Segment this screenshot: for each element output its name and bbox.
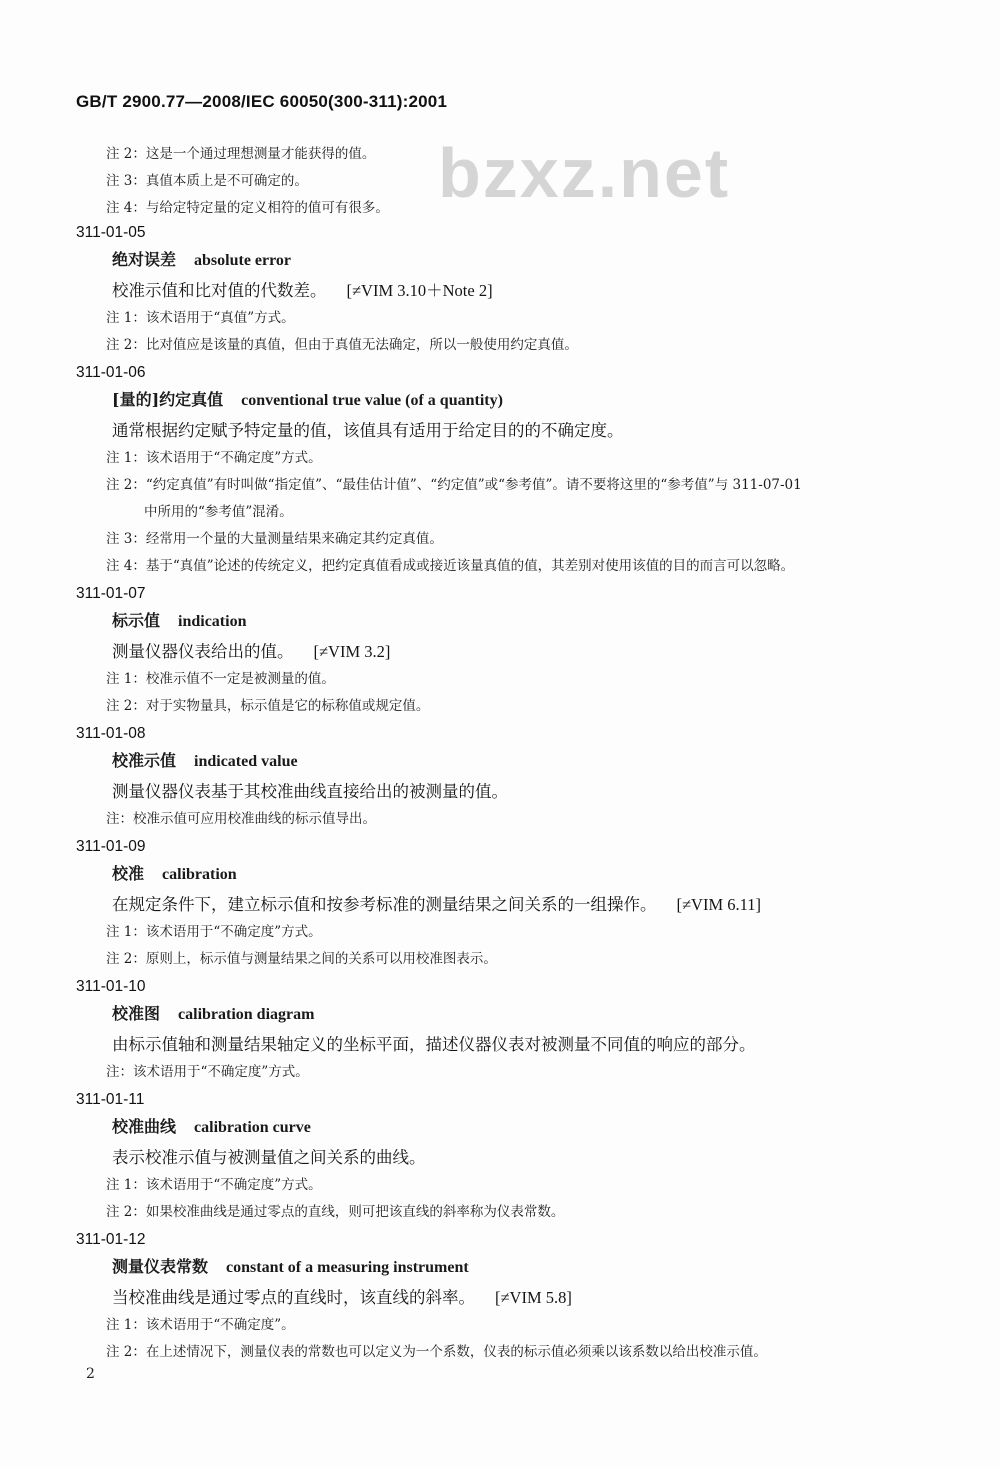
term-heading: [112, 611, 936, 632]
note-text: 注 2：在上述情况下，测量仪表的常数也可以定义为一个系数，仪表的标示值必须乘以该系数以给出校准示值。: [106, 1344, 767, 1360]
term-definition: [112, 894, 936, 915]
term-definition: [112, 1287, 936, 1308]
note: 注 4：与给定特定量的定义相符的值可有很多。: [106, 200, 389, 216]
term-code: 311-01-06: [76, 364, 146, 381]
page-number: 2: [86, 1366, 95, 1382]
term-entry: [76, 585, 936, 714]
term-chinese: 测量仪表常数: [112, 1257, 209, 1276]
definition-text: 测量仪器仪表给出的值。: [112, 642, 294, 661]
term-english: absolute error: [194, 252, 292, 269]
term-definition: [112, 1147, 936, 1168]
term-heading: [112, 250, 936, 271]
vim-reference: [≠VIM 3.10＋Note 2]: [346, 281, 493, 300]
term-chinese: [量的]约定真值: [112, 390, 224, 409]
note: [106, 671, 936, 687]
term-code: 311-01-07: [76, 585, 146, 602]
term-heading: [112, 751, 936, 772]
term-chinese: 校准示值: [112, 751, 177, 770]
note-text: 注 1：该术语用于“不确定度”方式。: [106, 450, 322, 466]
term-definition: [112, 1034, 936, 1055]
term-heading: [112, 1004, 936, 1025]
note: [106, 924, 936, 940]
term-definition: [112, 280, 936, 301]
term-code: 311-01-08: [76, 725, 146, 742]
definition-text: 校准示值和比对值的代数差。: [112, 281, 327, 300]
term-heading: [112, 1117, 936, 1138]
term-code: 311-01-09: [76, 838, 146, 855]
term-english: calibration curve: [194, 1119, 311, 1136]
term-entry: [76, 1231, 936, 1360]
note: 注 2：这是一个通过理想测量才能获得的值。: [106, 146, 376, 162]
term-english: indication: [178, 613, 247, 630]
note: [106, 1317, 936, 1333]
note-text: 注 1：该术语用于“真值”方式。: [106, 310, 295, 326]
watermark: bzxz.net: [438, 134, 731, 212]
note: [106, 811, 936, 827]
note: [106, 951, 936, 967]
note-text: 注 1：该术语用于“不确定度”方式。: [106, 1177, 322, 1193]
term-entry: [76, 725, 936, 827]
vim-reference: [≠VIM 5.8]: [495, 1288, 572, 1307]
note-text: 注 1：该术语用于“不确定度”方式。: [106, 924, 322, 940]
definition-text: 表示校准示值与被测量值之间关系的曲线。: [112, 1148, 426, 1167]
definition-text: 当校准曲线是通过零点的直线时，该直线的斜率。: [112, 1288, 475, 1307]
term-entry: [76, 978, 936, 1080]
note-text: 注 2：对于实物量具，标示值是它的标称值或规定值。: [106, 698, 430, 714]
term-entry: [76, 364, 936, 574]
term-code: 311-01-12: [76, 1231, 146, 1248]
note: [106, 531, 936, 547]
standard-header: GB/T 2900.77—2008/IEC 60050(300-311):2001: [76, 92, 448, 111]
term-entry: [76, 224, 936, 353]
term-heading: [112, 1257, 936, 1278]
note-text: 注：该术语用于“不确定度”方式。: [106, 1064, 309, 1080]
definition-text: 由标示值轴和测量结果轴定义的坐标平面，描述仪器仪表对被测量不同值的响应的部分。: [112, 1035, 756, 1054]
definition-text: 测量仪器仪表基于其校准曲线直接给出的被测量的值。: [112, 782, 508, 801]
note: [106, 558, 936, 574]
note: [106, 337, 936, 353]
note-text: 注 4：基于“真值”论述的传统定义，把约定真值看成或接近该量真值的值，其差别对使用该值的目的而言可以忽略。: [106, 558, 795, 574]
term-definition: [112, 420, 936, 441]
term-code: 311-01-10: [76, 978, 146, 995]
term-code: 311-01-11: [76, 1091, 145, 1108]
term-heading: [112, 390, 936, 411]
note: [106, 310, 936, 326]
term-english: conventional true value (of a quantity): [241, 392, 503, 409]
note: [106, 1064, 936, 1080]
note: [106, 698, 936, 714]
term-chinese: 校准曲线: [112, 1117, 177, 1136]
note-text: 注：校准示值可应用校准曲线的标示值导出。: [106, 811, 376, 827]
note-text: 注 2：“约定真值”有时叫做“指定值”、“最佳估计值”、“约定值”或“参考值”。请不要将这里的“参考值”与 311-07-01: [106, 477, 802, 493]
note: [106, 1344, 936, 1360]
term-heading: [112, 864, 936, 885]
note-text: 注 3：经常用一个量的大量测量结果来确定其约定真值。: [106, 531, 443, 547]
term-chinese: 标示值: [112, 611, 161, 630]
term-code: 311-01-05: [76, 224, 146, 241]
definition-text: 在规定条件下，建立标示值和按参考标准的测量结果之间关系的一组操作。: [112, 895, 657, 914]
term-english: calibration diagram: [178, 1006, 315, 1023]
term-chinese: 校准图: [112, 1004, 161, 1023]
note-text: 注 2：比对值应是该量的真值，但由于真值无法确定，所以一般使用约定真值。: [106, 337, 578, 353]
term-english: calibration: [162, 866, 237, 883]
term-chinese: 绝对误差: [112, 250, 177, 269]
note: 注 3：真值本质上是不可确定的。: [106, 173, 308, 189]
note: [106, 477, 936, 520]
note: [106, 1204, 936, 1220]
continued-notes: [106, 146, 906, 227]
term-chinese: 校准: [112, 864, 145, 883]
term-definition: [112, 781, 936, 802]
note-text: 注 2：如果校准曲线是通过零点的直线，则可把该直线的斜率称为仪表常数。: [106, 1204, 565, 1220]
note-text: 注 1：该术语用于“不确定度”。: [106, 1317, 295, 1333]
note-text: 注 1：校准示值不一定是被测量的值。: [106, 671, 335, 687]
note-text: 注 2：原则上，标示值与测量结果之间的关系可以用校准图表示。: [106, 951, 497, 967]
term-english: constant of a measuring instrument: [226, 1259, 469, 1276]
term-entry: [76, 838, 936, 967]
note: [106, 450, 936, 466]
term-english: indicated value: [194, 753, 298, 770]
term-definition: [112, 641, 936, 662]
term-entry: [76, 1091, 936, 1220]
note-continuation: 中所用的“参考值”混淆。: [144, 504, 293, 520]
definition-text: 通常根据约定赋予特定量的值，该值具有适用于给定目的的不确定度。: [112, 421, 624, 440]
vim-reference: [≠VIM 3.2]: [313, 642, 391, 661]
term-entries: [76, 224, 936, 1371]
note: [106, 1177, 936, 1193]
vim-reference: [≠VIM 6.11]: [676, 895, 762, 914]
